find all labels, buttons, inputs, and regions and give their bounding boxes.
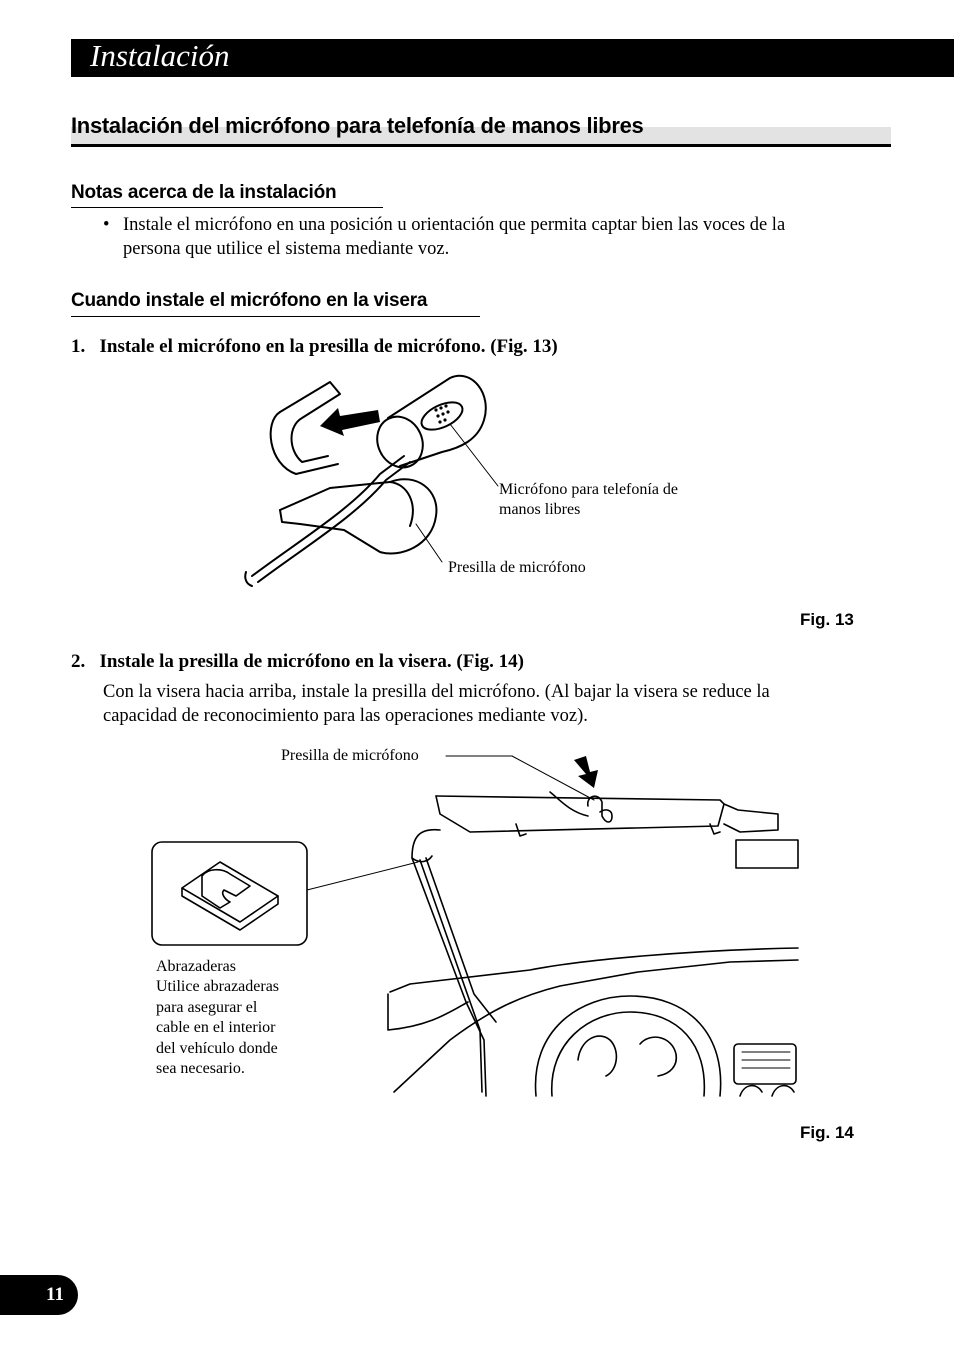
page-number: 11 [46, 1284, 64, 1305]
dash-vent [734, 1044, 796, 1084]
fig14-clamps-line-2: Utilice abrazaderas [156, 978, 280, 995]
mic-cable [252, 456, 404, 576]
mirror-corner [736, 840, 798, 868]
fig14-label: Fig. 14 [800, 1123, 854, 1142]
clamp-leader-line [307, 862, 418, 890]
visor-mic-clip [588, 796, 612, 822]
press-arrow-icon [574, 756, 598, 788]
page-title: Instalación [90, 38, 230, 73]
fig14-clamps-line-4: cable en el interior [156, 1019, 276, 1036]
step2-body-line-2: capacidad de reconocimiento para las operaciones mediante voz). [103, 706, 588, 726]
notes-bullet-line-2: persona que utilice el sistema mediante voz. [123, 239, 450, 259]
step-1: 1. Instale el micrófono en la presilla de micrófono. (Fig. 13) [71, 336, 558, 357]
a-pillar-inner [426, 858, 496, 1022]
dashboard [394, 960, 798, 1092]
fig13-label: Fig. 13 [800, 610, 854, 629]
fig14-clamps-line-5: del vehículo donde [156, 1040, 278, 1057]
mic-grille-oval [417, 397, 466, 436]
visor-clip-leader-line [446, 756, 594, 800]
fig14-clamps-line-3: para asegurar el [156, 999, 258, 1016]
visor-heading-rule [71, 316, 480, 317]
bullet-symbol: • [103, 215, 110, 235]
notes-bullet-line-1: Instale el micrófono en una posición u orientación que permita captar bien las voces de la [123, 215, 786, 235]
fig13-mic-label-line-2: manos libres [499, 501, 581, 518]
windshield-line [390, 948, 798, 992]
fig13-clip-label: Presilla de micrófono [448, 559, 586, 576]
notes-heading-rule [71, 207, 383, 208]
fig14-clamps-line-1: Abrazaderas [156, 958, 236, 975]
section-title-rule [71, 144, 891, 147]
section-title: Instalación del micrófono para telefonía de manos libres [71, 113, 644, 138]
sun-visor-top [436, 796, 724, 804]
dash-left [388, 994, 468, 1030]
mic-body [388, 376, 486, 466]
fig14-clamps-line-6: sea necesario. [156, 1060, 245, 1077]
notes-heading: Notas acerca de la instalación [71, 182, 337, 203]
step2-body-line-1: Con la visera hacia arriba, instale la presilla del micrófono. (Al bajar la visera se reduce la [103, 682, 770, 702]
fig13-mic-label-line-1: Micrófono para telefonía de [499, 481, 679, 498]
visor-heading: Cuando instale el micrófono en la visera [71, 290, 428, 311]
mic-leader-line [450, 424, 498, 486]
page-number-tab [0, 1275, 78, 1315]
fig14-clip-label: Presilla de micrófono [281, 747, 419, 764]
sun-visor-front [436, 796, 778, 832]
step-2: 2. Instale la presilla de micrófono en la visera. (Fig. 14) [71, 651, 524, 672]
steering-wheel-inner [552, 1012, 705, 1096]
insert-arrow-icon [320, 408, 380, 436]
